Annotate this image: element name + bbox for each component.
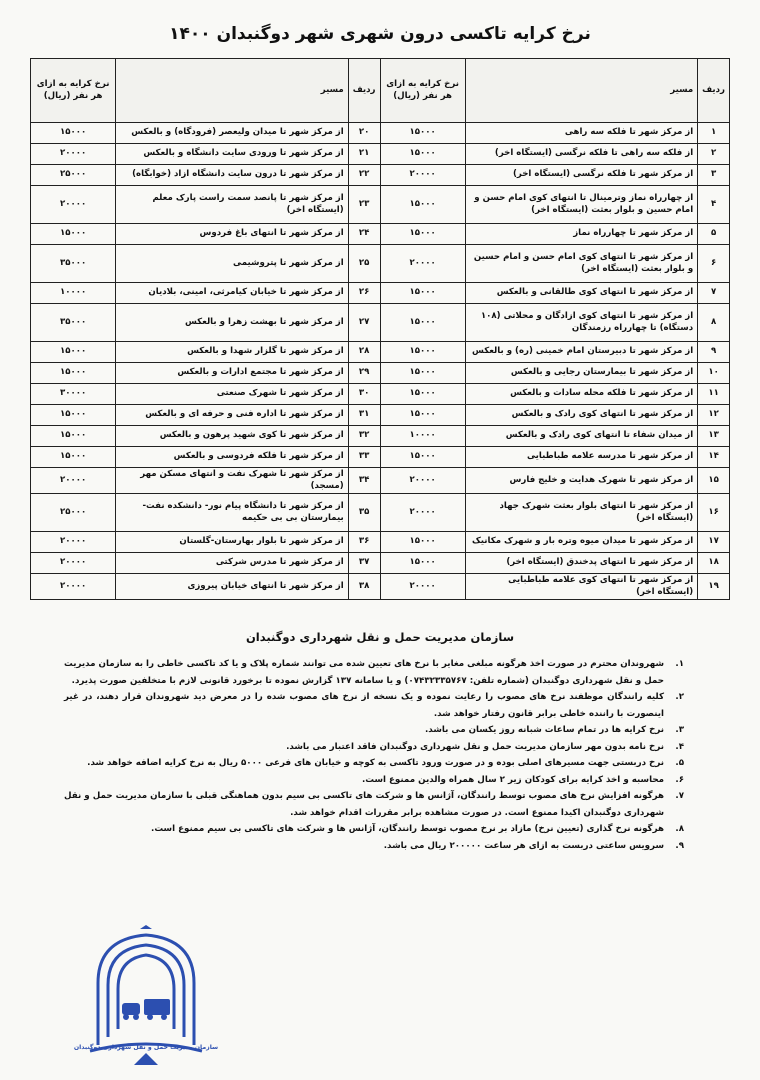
rule-number: ۶.: [675, 774, 684, 785]
fare-cell: ۱۵۰۰۰: [380, 342, 465, 363]
fare-cell: ۲۰۰۰۰: [380, 494, 465, 532]
rule-number: ۱.: [675, 659, 684, 669]
row-number: ۲۹: [348, 363, 380, 384]
table-row: [31, 532, 730, 553]
fare-cell: ۲۰۰۰۰: [380, 574, 465, 600]
fare-cell: ۱۵۰۰۰: [31, 123, 116, 144]
route-cell: از مرکز شهر تا فلکه فردوسی و بالعکس: [116, 447, 348, 468]
fare-cell: ۱۰۰۰۰: [380, 426, 465, 447]
header-fare: نرخ کرایه به ازای هر نفر (ریال): [380, 59, 465, 123]
route-cell: از مرکز شهر تا خیابان کیامرثی، امینی، بلادیان: [116, 283, 348, 304]
fare-cell: ۱۵۰۰۰: [380, 186, 465, 224]
fare-cell: ۳۵۰۰۰: [31, 245, 116, 283]
page-title: نرخ کرایه تاکسی درون شهری شهر دوگنبدان ۱۴۰۰: [169, 24, 591, 44]
row-number: ۳۵: [348, 494, 380, 532]
rule-number: ۴.: [675, 741, 684, 752]
row-number: ۱۹: [698, 574, 730, 600]
table-row: [31, 304, 730, 342]
rule-number: ۸.: [675, 824, 684, 835]
row-number: ۲۲: [348, 165, 380, 186]
row-number: ۶: [698, 245, 730, 283]
table-row: [31, 342, 730, 363]
table-row: [31, 363, 730, 384]
rule-number: ۹.: [675, 840, 684, 851]
route-cell: از چهارراه نماز وترمینال تا انتهای کوی امام حسن و امام حسین و بلوار بعثت (ایستگاه اخر): [465, 186, 697, 224]
fare-cell: ۳۵۰۰۰: [31, 304, 116, 342]
route-cell: از مرکز شهر تا پتروشیمی: [116, 245, 348, 283]
row-number: ۲: [698, 144, 730, 165]
route-cell: از مرکز شهر تا پانصد سمت راست پارک معلم (ایستگاه اخر): [116, 186, 348, 224]
row-number: ۱۲: [698, 405, 730, 426]
route-cell: از مرکز شهر تا بلوار بهارستان-گلستان: [116, 532, 348, 553]
route-cell: از مرکز شهر تا درون سایت دانشگاه ازاد (خوابگاه): [116, 165, 348, 186]
row-number: ۲۰: [348, 123, 380, 144]
rule-item: [64, 739, 684, 756]
rule-text: نرخ دربستی جهت مسیرهای اصلی بوده و در صورت ورود تاکسی به کوچه و خیابان های فرعی ۵۰۰۰ ریال به نرخ کرایه اضافه خواهد شد.: [87, 758, 664, 769]
rule-text: هرگونه افزایش نرخ های مصوب توسط رانندگان، آژانس ها و شرکت های تاکسی بی سیم بدون هماهنگی قبلی با سازمان مدیریت حمل و نقل شهرداری دوگنبدان اکیدا ممنوع است. در صورت مشاهده برابر مقررات اقدام خواهد شد.: [64, 791, 664, 818]
fare-cell: ۱۵۰۰۰: [380, 553, 465, 574]
route-cell: از مرکز شهر تا بهشت زهرا و بالعکس: [116, 304, 348, 342]
fare-cell: ۲۵۰۰۰: [31, 494, 116, 532]
rule-item: [64, 656, 684, 689]
fare-cell: ۱۵۰۰۰: [380, 283, 465, 304]
rule-number: ۲.: [675, 692, 684, 703]
route-cell: از مرکز شهر تا انتهای بلوار بعثت شهرک جهاد (ایستگاه اخر): [465, 494, 697, 532]
table-row: [31, 494, 730, 532]
rule-text: محاسبه و اخذ کرایه برای کودکان زیر ۲ سال همراه والدین ممنوع است.: [361, 774, 664, 785]
organization-logo: [73, 925, 219, 1067]
fare-cell: ۱۵۰۰۰: [380, 532, 465, 553]
row-number: ۷: [698, 283, 730, 304]
route-cell: از مرکز شهر تا فلکه سه راهی: [465, 123, 697, 144]
table-row: [31, 224, 730, 245]
row-number: ۲۸: [348, 342, 380, 363]
fare-cell: ۱۵۰۰۰: [380, 123, 465, 144]
route-cell: از مرکز شهر تا شهرک صنعتی: [116, 384, 348, 405]
route-cell: از مرکز شهر تا شهرک نفت و انتهای مسکن مهر (مسجد): [116, 468, 348, 494]
header-fare: نرخ کرایه به ازای هر نفر (ریال): [31, 59, 116, 123]
fare-cell: ۱۵۰۰۰: [31, 363, 116, 384]
table-row: [31, 186, 730, 224]
row-number: ۱۱: [698, 384, 730, 405]
fare-cell: ۲۵۰۰۰: [31, 165, 116, 186]
fare-cell: ۱۰۰۰۰: [31, 283, 116, 304]
fare-table-body: [31, 123, 730, 600]
table-row: [31, 123, 730, 144]
rule-item: [64, 838, 684, 855]
route-cell: از مرکز شهر تا چهارراه نماز: [465, 224, 697, 245]
table-row: [31, 468, 730, 494]
row-number: ۸: [698, 304, 730, 342]
fare-cell: ۱۵۰۰۰: [31, 405, 116, 426]
fare-table: [30, 58, 730, 600]
table-row: [31, 384, 730, 405]
table-row: [31, 447, 730, 468]
route-cell: از مرکز شهر تا انتهای کوی طالقانی و بالعکس: [465, 283, 697, 304]
fare-cell: ۱۵۰۰۰: [31, 426, 116, 447]
route-cell: از مرکز شهر تا انتهای کوی رادک و بالعکس: [465, 405, 697, 426]
fare-cell: ۳۰۰۰۰: [31, 384, 116, 405]
row-number: ۲۳: [348, 186, 380, 224]
fare-cell: ۲۰۰۰۰: [31, 553, 116, 574]
organization-heading: سازمان مدیریت حمل و نقل شهرداری دوگنبدان: [245, 630, 515, 644]
header-row-no: ردیف: [698, 59, 730, 123]
table-row: [31, 426, 730, 447]
fare-cell: ۱۵۰۰۰: [380, 447, 465, 468]
row-number: ۲۶: [348, 283, 380, 304]
rule-text: هرگونه نرخ گذاری (تعیین نرخ) مازاد بر نرخ مصوب توسط رانندگان، آژانس ها و شرکت های تاکسی بی سیم ممنوع است.: [151, 824, 664, 835]
route-cell: از مرکز شهر تا گلزار شهدا و بالعکس: [116, 342, 348, 363]
rule-item: [64, 689, 684, 722]
row-number: ۱۶: [698, 494, 730, 532]
rule-text: کلیه رانندگان موظفند نرخ های مصوب را رعایت نموده و یک نسخه از نرخ های مصوب شده را در معرض دید شهروندان قرار دهند، در غیر اینصورت با راننده خاطی برابر قانون رفتار خواهد شد.: [64, 692, 664, 719]
table-row: [31, 165, 730, 186]
row-number: ۳۰: [348, 384, 380, 405]
rules-list: [64, 656, 684, 854]
fare-cell: ۱۵۰۰۰: [380, 144, 465, 165]
fare-cell: ۲۰۰۰۰: [380, 165, 465, 186]
row-number: ۲۴: [348, 224, 380, 245]
rule-text: نرخ نامه بدون مهر سازمان مدیریت حمل و نقل شهرداری دوگنبدان فاقد اعتبار می باشد.: [286, 741, 664, 752]
route-cell: از مرکز شهر تا دانشگاه پیام نور- دانشکده نفت- بیمارستان بی بی حکیمه: [116, 494, 348, 532]
row-number: ۳۲: [348, 426, 380, 447]
row-number: ۳۷: [348, 553, 380, 574]
row-number: ۲۵: [348, 245, 380, 283]
logo-text: سازمان مدیریت حمل و نقل شهرداری دوگنبدان: [73, 1044, 219, 1051]
row-number: ۳۶: [348, 532, 380, 553]
header-route: مسیر: [465, 59, 697, 123]
route-cell: از مرکز شهر تا مدرسه علامه طباطبایی: [465, 447, 697, 468]
route-cell: از مرکز شهر تا بیمارستان رجایی و بالعکس: [465, 363, 697, 384]
fare-cell: ۲۰۰۰۰: [380, 468, 465, 494]
route-cell: از مرکز شهر تا فلکه نرگسی (ایستگاه اخر): [465, 165, 697, 186]
row-number: ۳۱: [348, 405, 380, 426]
rule-item: [64, 722, 684, 739]
table-header-row: [31, 59, 730, 123]
fare-cell: ۲۰۰۰۰: [31, 468, 116, 494]
route-cell: از مرکز شهر تا دبیرستان امام خمینی (ره) و بالعکس: [465, 342, 697, 363]
fare-cell: ۱۵۰۰۰: [31, 447, 116, 468]
rule-number: ۳.: [675, 725, 684, 736]
fare-cell: ۱۵۰۰۰: [380, 384, 465, 405]
fare-cell: ۱۵۰۰۰: [380, 224, 465, 245]
row-number: ۵: [698, 224, 730, 245]
table-row: [31, 405, 730, 426]
fare-cell: ۲۰۰۰۰: [31, 186, 116, 224]
row-number: ۱۰: [698, 363, 730, 384]
fare-cell: ۲۰۰۰۰: [31, 574, 116, 600]
row-number: ۲۷: [348, 304, 380, 342]
row-number: ۳۳: [348, 447, 380, 468]
route-cell: از مرکز شهر تا میدان میوه وتره بار و شهرک مکانیک: [465, 532, 697, 553]
route-cell: از مرکز شهر تا میدان ولیعصر (فرودگاه) و بالعکس: [116, 123, 348, 144]
route-cell: از مرکز شهر تا مدرس شرکتی: [116, 553, 348, 574]
table-row: [31, 283, 730, 304]
route-cell: از مرکز شهر تا مجتمع ادارات و بالعکس: [116, 363, 348, 384]
row-number: ۱۳: [698, 426, 730, 447]
row-number: ۲۱: [348, 144, 380, 165]
rule-number: ۷.: [675, 791, 684, 802]
route-cell: از مرکز شهر تا انتهای کوی ازادگان و محلاتی (۱۰۸ دستگاه) تا چهارراه رزمندگان: [465, 304, 697, 342]
rule-number: ۵.: [675, 758, 684, 769]
fare-cell: ۱۵۰۰۰: [380, 363, 465, 384]
rule-item: [64, 772, 684, 789]
row-number: ۳۴: [348, 468, 380, 494]
fare-cell: ۱۵۰۰۰: [31, 224, 116, 245]
fare-cell: ۲۰۰۰۰: [31, 144, 116, 165]
rule-item: [64, 821, 684, 838]
route-cell: از مرکز شهر تا انتهای پدخندق (ایستگاه اخر): [465, 553, 697, 574]
rule-text: سرویس ساعتی دربست به ازای هر ساعت ۲۰۰۰۰۰ ریال می باشد.: [383, 840, 664, 851]
fare-cell: ۱۵۰۰۰: [31, 342, 116, 363]
route-cell: از مرکز شهر تا اداره فنی و حرفه ای و بالعکس: [116, 405, 348, 426]
row-number: ۱۷: [698, 532, 730, 553]
route-cell: از فلکه سه راهی تا فلکه نرگسی (ایستگاه اخر): [465, 144, 697, 165]
route-cell: از مرکز شهر تا انتهای کوی امام حسن و امام حسین و بلوار بعثت (ایستگاه اخر): [465, 245, 697, 283]
header-row-no: ردیف: [348, 59, 380, 123]
table-row: [31, 574, 730, 600]
row-number: ۱۸: [698, 553, 730, 574]
row-number: ۱۵: [698, 468, 730, 494]
route-cell: از مرکز شهر تا کوی شهید پرهون و بالعکس: [116, 426, 348, 447]
row-number: ۱: [698, 123, 730, 144]
rule-item: [64, 755, 684, 772]
header-route: مسیر: [116, 59, 348, 123]
route-cell: از مرکز شهر تا انتهای باغ فردوس: [116, 224, 348, 245]
row-number: ۳: [698, 165, 730, 186]
route-cell: از مرکز شهر تا ورودی سایت دانشگاه و بالعکس: [116, 144, 348, 165]
table-row: [31, 144, 730, 165]
row-number: ۹: [698, 342, 730, 363]
rule-text: نرخ کرایه ها در تمام ساعات شبانه روز یکسان می باشد.: [425, 725, 664, 736]
fare-cell: ۱۵۰۰۰: [380, 405, 465, 426]
table-row: [31, 553, 730, 574]
row-number: ۱۴: [698, 447, 730, 468]
route-cell: از مرکز شهر تا شهرک هدایت و خلیج فارس: [465, 468, 697, 494]
row-number: ۴: [698, 186, 730, 224]
fare-cell: ۱۵۰۰۰: [380, 304, 465, 342]
route-cell: از میدان شفاء تا انتهای کوی رادک و بالعکس: [465, 426, 697, 447]
rule-item: [64, 788, 684, 821]
route-cell: از مرکز شهر تا انتهای کوی علامه طباطبایی (ایستگاه اخر): [465, 574, 697, 600]
route-cell: از مرکز شهر تا فلکه محله سادات و بالعکس: [465, 384, 697, 405]
rule-text: شهروندان محترم در صورت اخذ هرگونه مبلغی مغایر با نرخ های تعیین شده می توانند شماره پلاک و یا کد تاکسی خاطی را به سازمان مدیریت حمل و نقل شهرداری دوگنبدان (شماره تلفن: ۰۷۴۳۲۳۳۵۷۶۷) و یا سامانه ۱۳۷ گزارش نموده تا برخورد قانونی لازم با متخلفین صورت پذیرد.: [64, 659, 664, 686]
fare-cell: ۲۰۰۰۰: [31, 532, 116, 553]
fare-cell: ۲۰۰۰۰: [380, 245, 465, 283]
table-row: [31, 245, 730, 283]
row-number: ۳۸: [348, 574, 380, 600]
route-cell: از مرکز شهر تا انتهای خیابان پیروزی: [116, 574, 348, 600]
